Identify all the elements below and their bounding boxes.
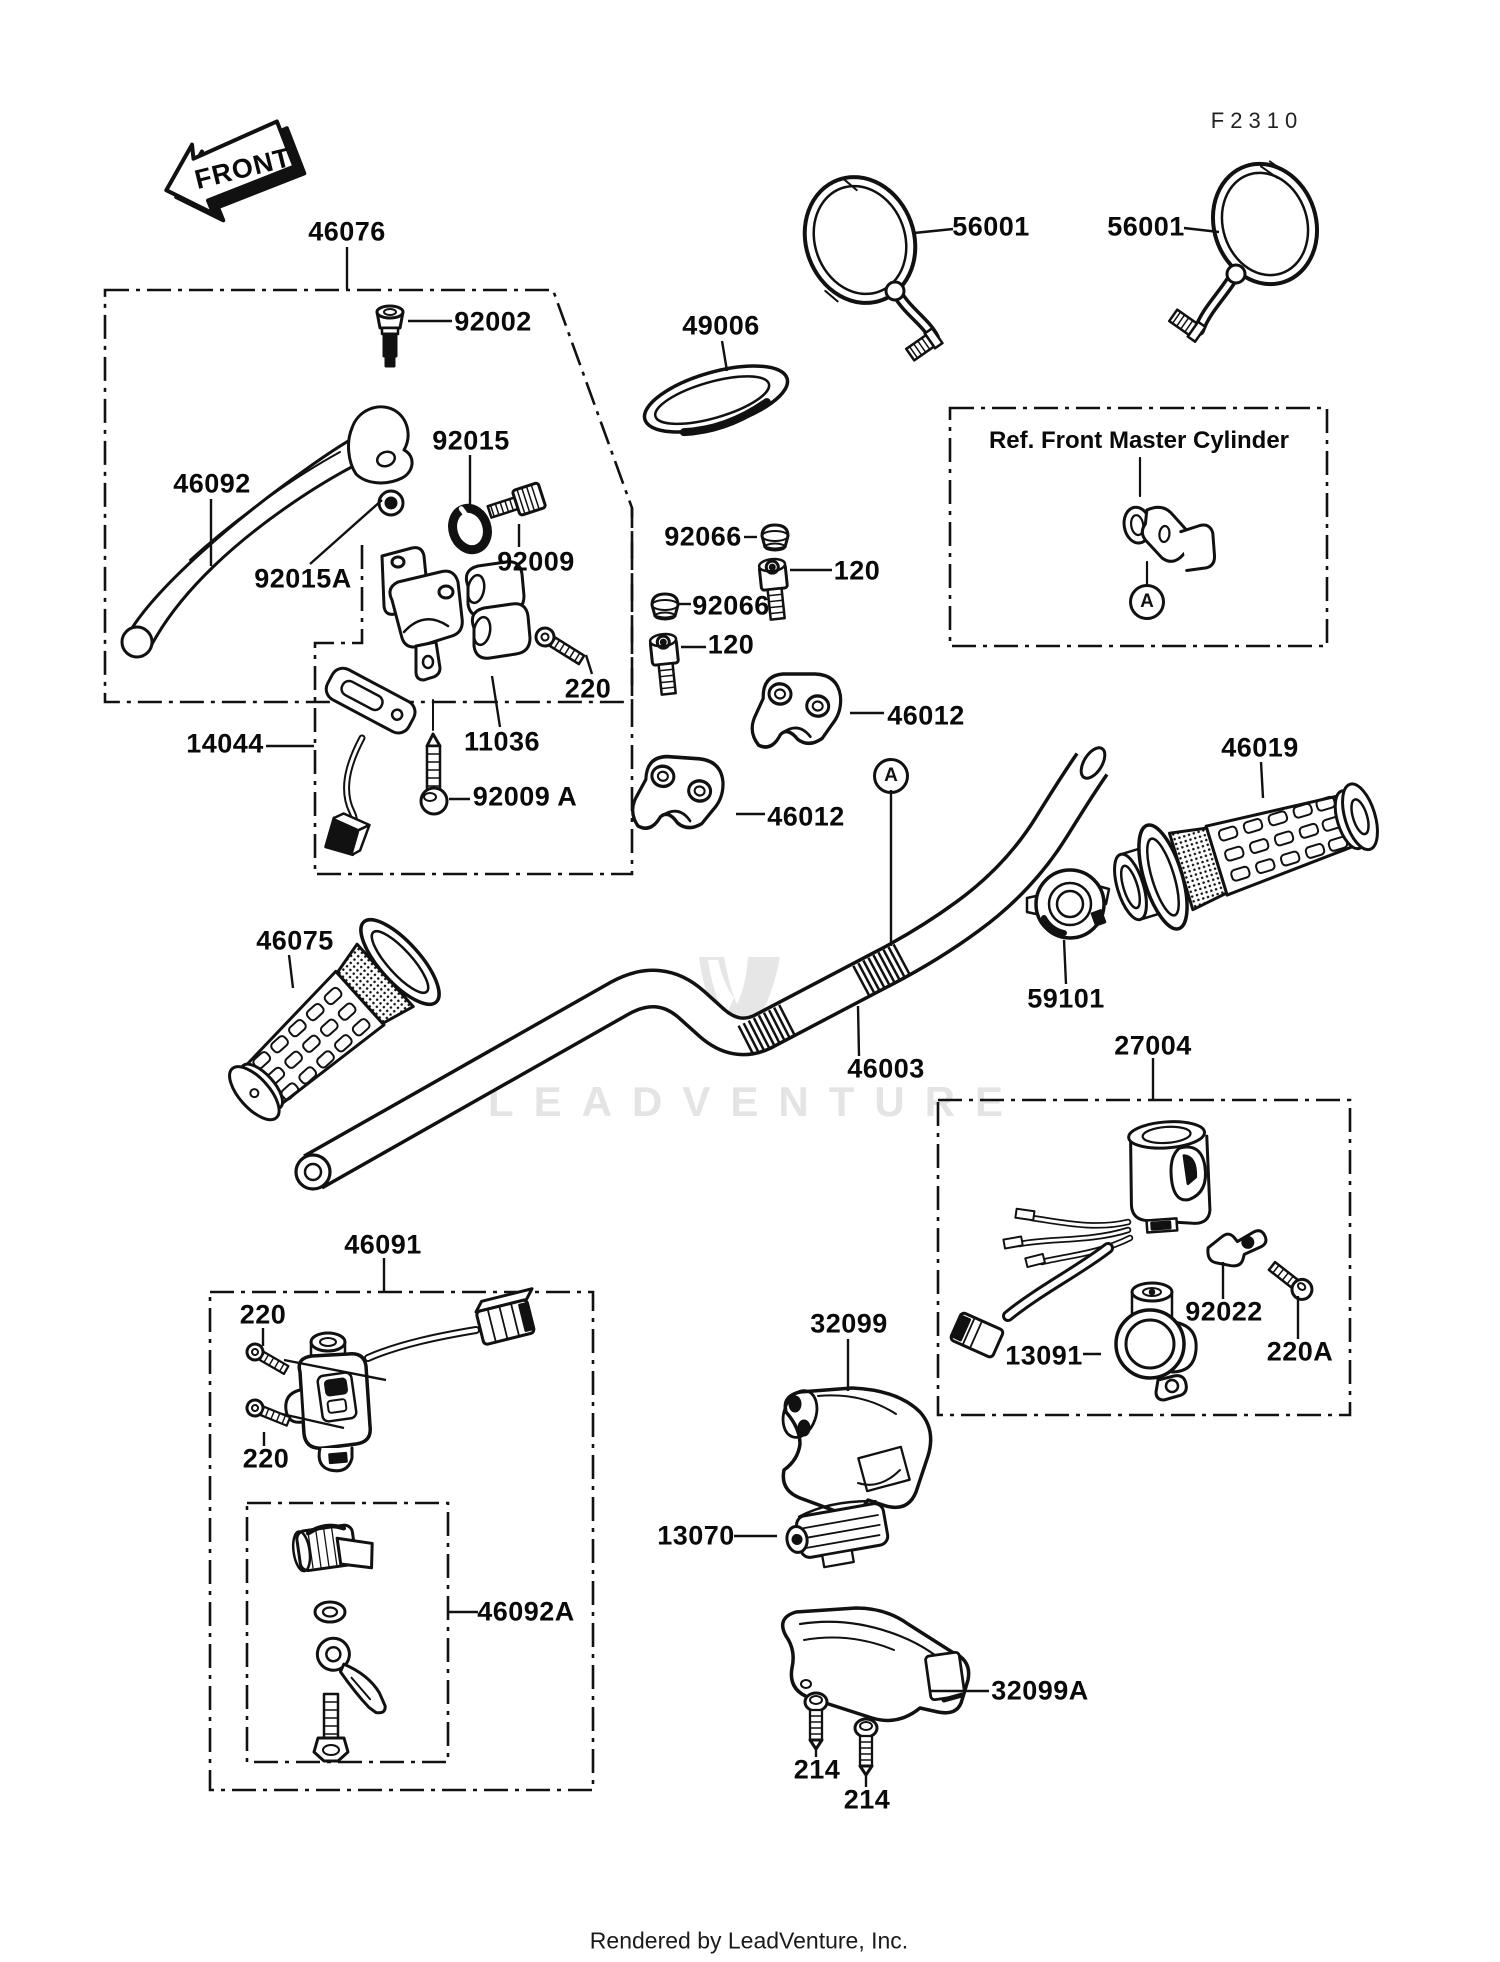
part-label-11036: 11036	[463, 726, 541, 757]
part-label-92066-lower: 92066	[692, 590, 770, 621]
part-label-27004: 27004	[1114, 1030, 1192, 1061]
part-label-220-switch-lower: 220	[242, 1443, 290, 1474]
part-label-46003: 46003	[847, 1053, 925, 1084]
part-label-46092: 46092	[173, 468, 251, 499]
part-label-49006: 49006	[682, 310, 760, 341]
bolt-92002-drawing	[377, 306, 403, 366]
screw-92009a-drawing	[421, 700, 447, 814]
part-label-46076: 46076	[308, 216, 386, 247]
part-label-220a: 220A	[1266, 1336, 1334, 1367]
part-label-14044: 14044	[186, 728, 264, 759]
part-label-92015: 92015	[432, 425, 510, 456]
callout-a-ref-box: A	[1129, 584, 1165, 620]
part-label-59101: 59101	[1027, 983, 1105, 1014]
screw-220-lever-drawing	[533, 625, 587, 668]
clamp-46012-upper-drawing	[750, 666, 845, 756]
plug-92066-lower-drawing	[652, 594, 678, 620]
part-label-220-switch-upper: 220	[239, 1299, 287, 1330]
part-label-32099: 32099	[810, 1308, 888, 1339]
grip-46019-drawing	[1102, 761, 1390, 943]
part-label-46075: 46075	[256, 925, 334, 956]
part-label-92022: 92022	[1185, 1296, 1263, 1327]
damper-92015-drawing	[447, 503, 493, 554]
part-label-46091: 46091	[344, 1229, 422, 1260]
part-label-46012-lower: 46012	[767, 801, 845, 832]
part-label-56001-left: 56001	[952, 211, 1030, 242]
mirror-left-drawing	[787, 161, 942, 362]
part-label-92015a: 92015A	[254, 563, 352, 594]
part-label-92066-upper: 92066	[664, 521, 742, 552]
housing-32099-drawing	[777, 1386, 930, 1514]
part-label-56001-right: 56001	[1107, 211, 1185, 242]
part-label-13070: 13070	[657, 1520, 735, 1551]
screw-214-right-drawing	[855, 1719, 877, 1775]
holder-14044-drawing	[322, 664, 419, 857]
part-label-120-lower: 120	[707, 629, 755, 660]
cam-59101-drawing	[1027, 870, 1109, 938]
mirror-right-drawing	[1168, 150, 1332, 341]
part-label-220-lever: 220	[564, 673, 612, 704]
part-label-46092a: 46092A	[477, 1596, 575, 1627]
part-label-13091: 13091	[1005, 1340, 1083, 1371]
clutch-lever-drawing	[122, 407, 412, 657]
boot-49006-drawing	[637, 353, 794, 446]
screw-92009-drawing	[486, 483, 546, 525]
part-label-46012-upper: 46012	[887, 700, 965, 731]
screw-214-left-drawing	[805, 1693, 827, 1749]
choke-kit-46092a-drawing	[291, 1520, 396, 1761]
ref-master-cylinder-clamp-drawing	[1116, 458, 1219, 586]
part-label-46019: 46019	[1221, 732, 1299, 763]
clamp-46012-lower-drawing	[629, 747, 728, 842]
part-label-214-right: 214	[843, 1784, 891, 1815]
part-label-92002: 92002	[454, 306, 532, 337]
part-label-32099a: 32099A	[991, 1675, 1089, 1706]
plug-92066-upper-drawing	[762, 525, 788, 551]
bolt-120-lower-drawing	[650, 633, 682, 695]
leadventure-watermark: LEADVENTURE	[488, 1078, 1024, 1125]
footer-credit: Rendered by LeadVenture, Inc.	[589, 1927, 909, 1954]
front-arrow-label: FRONT	[191, 142, 295, 195]
ref-box-title: Ref. Front Master Cylinder	[988, 427, 1290, 454]
callout-a-handlebar: A	[873, 758, 909, 794]
part-label-92009: 92009	[497, 546, 575, 577]
part-label-214-left: 214	[793, 1754, 841, 1785]
part-label-120-upper: 120	[833, 555, 881, 586]
figure-code: F2310	[1210, 108, 1304, 133]
part-label-92009a: 92009 A	[472, 781, 578, 812]
